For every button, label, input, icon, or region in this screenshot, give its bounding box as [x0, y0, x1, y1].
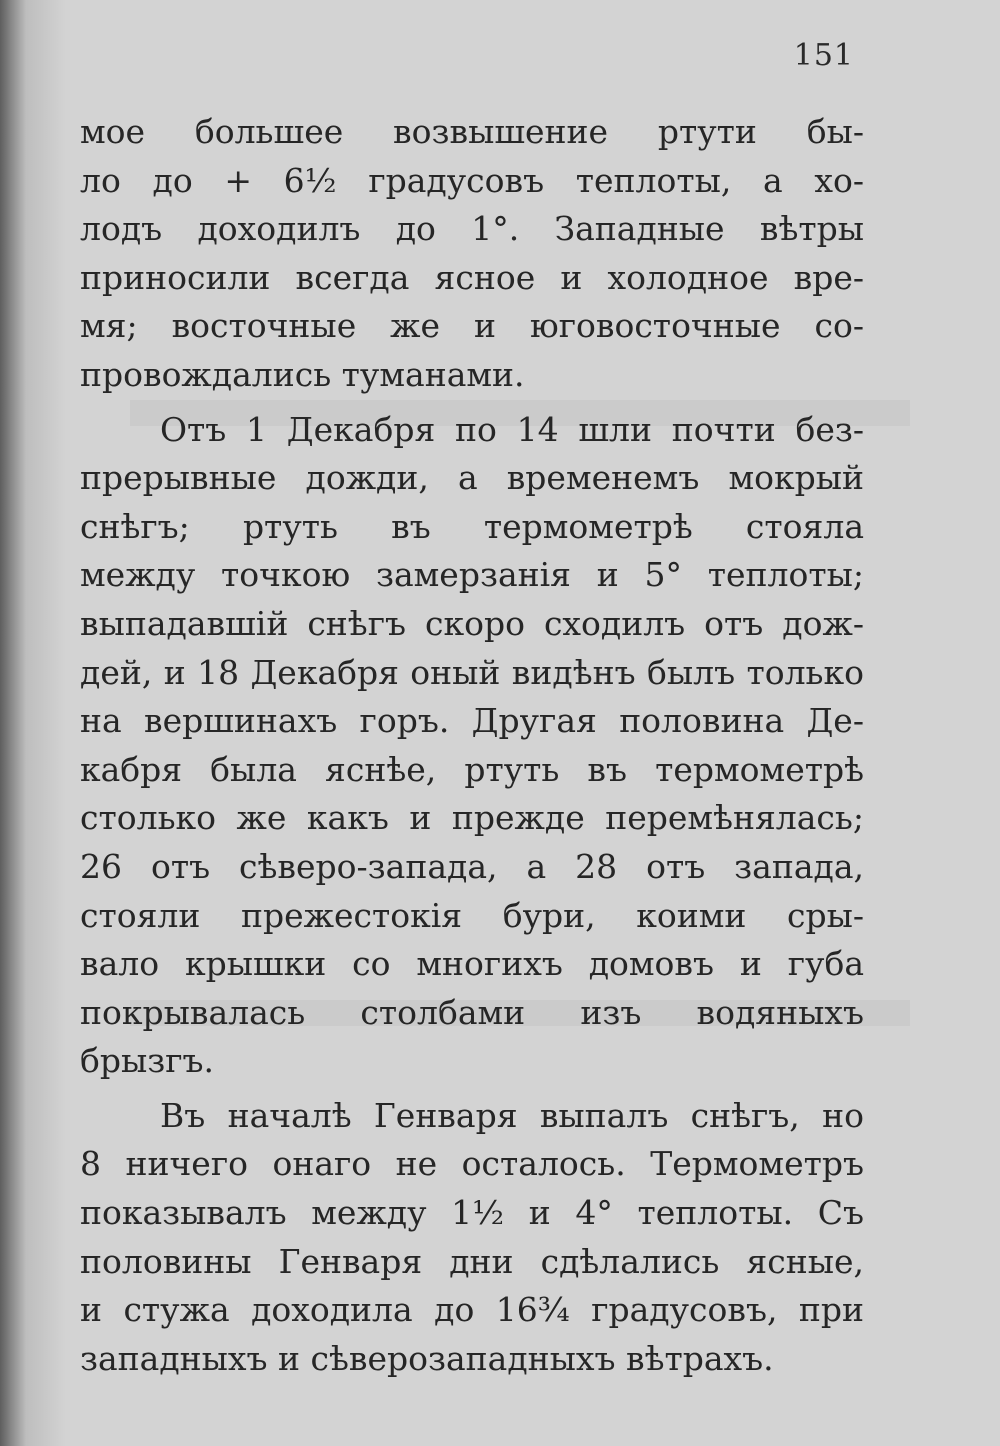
text-line: покрывалась столбами изъ водяныхъ — [80, 992, 864, 1032]
text-line: дей, и 18 Декабря оный видѣнъ былъ только — [80, 652, 864, 692]
text-line: западныхъ и сѣверозападныхъ вѣтрахъ. — [80, 1338, 774, 1378]
text-line: и стужа доходила до 16¾ градусовъ, при — [80, 1290, 864, 1330]
text-line: столько же какъ и прежде перемѣнялась; — [80, 798, 864, 838]
text-line: на вершинахъ горъ. Другая половина Де- — [80, 701, 864, 741]
binding-gutter — [0, 0, 26, 1446]
text-line: половины Генваря дни сдѣлались ясные, — [80, 1241, 864, 1281]
text-line: между точкою замерзанія и 5° теплоты; — [80, 555, 864, 595]
text-line: брызгъ. — [80, 1041, 215, 1081]
text-line: 8 ничего онаго не осталось. Термометръ — [80, 1144, 864, 1184]
text-line: вало крышки со многихъ домовъ и губа — [80, 944, 864, 984]
gutter-shadow — [26, 0, 66, 1446]
body-text — [80, 108, 864, 1389]
text-line: снѣгъ; ртуть въ термометрѣ стояла — [80, 506, 864, 546]
text-line: ло до + 6½ градусовъ теплоты, а хо- — [80, 160, 864, 200]
paragraph — [80, 1092, 864, 1384]
text-line: провождались туманами. — [80, 354, 525, 394]
paragraph — [80, 108, 864, 400]
text-line: прерывные дожди, а временемъ мокрый — [80, 458, 864, 498]
text-line: стояли прежестокія бури, коими сры- — [80, 895, 864, 935]
text-line: лодъ доходилъ до 1°. Западные вѣтры — [80, 209, 864, 249]
text-line: кабря была яснѣе, ртуть въ термометрѣ — [80, 749, 864, 789]
text-line: 26 отъ сѣверо-запада, а 28 отъ запада, — [80, 846, 864, 886]
text-line: мя; восточные же и юговосточные со- — [80, 306, 864, 346]
text-line: показывалъ между 1½ и 4° теплоты. Съ — [80, 1193, 864, 1233]
text-line: мое большее возвышение ртути бы- — [80, 112, 864, 151]
text-line: Въ началѣ Генваря выпалъ снѣгъ, но — [160, 1095, 864, 1135]
text-line: выпадавшій снѣгъ скоро сходилъ отъ дож- — [80, 603, 864, 643]
text-line: приносили всегда ясное и холодное вре- — [80, 257, 864, 297]
paragraph — [80, 406, 864, 1086]
text-line: Отъ 1 Декабря по 14 шли почти без- — [160, 409, 864, 449]
page-number: 151 — [793, 38, 854, 73]
